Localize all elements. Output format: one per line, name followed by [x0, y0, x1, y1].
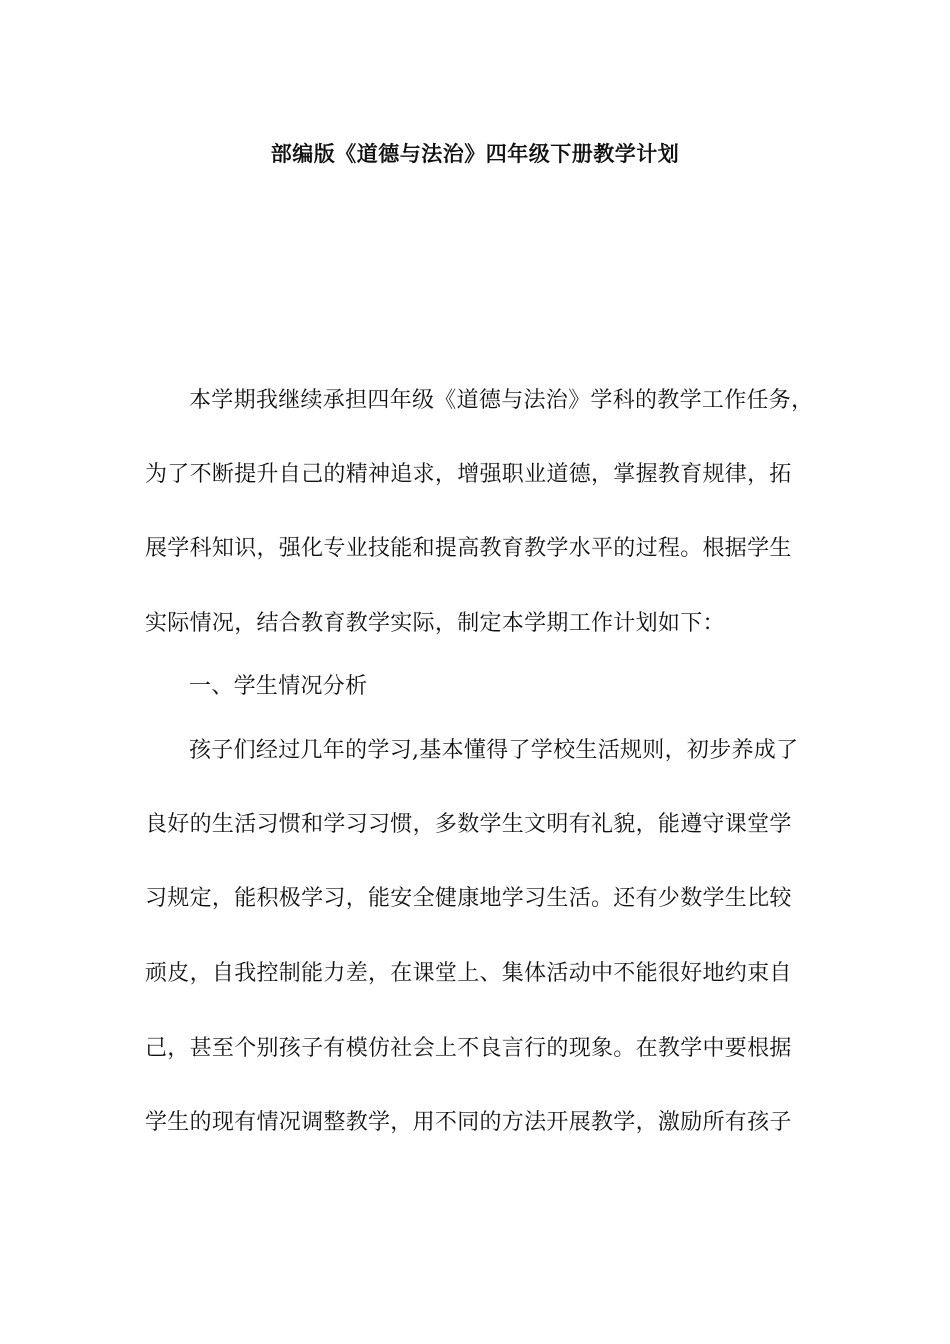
paragraph-line: 良好的生活习惯和学习习惯，多数学生文明有礼貌，能遵守课堂学	[145, 812, 792, 837]
paragraph-line: 己，甚至个别孩子有模仿社会上不良言行的现象。在教学中要根据	[145, 1036, 792, 1061]
page-title: 部编版《道德与法治》四年级下册教学计划	[270, 141, 680, 166]
paragraph-line: 顽皮，自我控制能力差，在课堂上、集体活动中不能很好地约束自	[145, 961, 792, 986]
section-heading: 一、学生情况分析	[189, 674, 368, 699]
paragraph-line: 本学期我继续承担四年级《道德与法治》学科的教学工作任务，	[189, 388, 814, 413]
paragraph-line: 学生的现有情况调整教学，用不同的方法开展教学，激励所有孩子	[145, 1110, 792, 1135]
paragraph-line: 展学科知识，强化专业技能和提高教育教学水平的过程。根据学生	[145, 536, 792, 561]
paragraph-line: 为了不断提升自己的精神追求，增强职业道德，掌握教育规律，拓	[145, 462, 792, 487]
paragraph-line: 实际情况，结合教育教学实际，制定本学期工作计划如下：	[145, 611, 725, 636]
paragraph-line: 习规定，能积极学习，能安全健康地学习生活。还有少数学生比较	[145, 886, 792, 911]
paragraph-line: 孩子们经过几年的学习,基本懂得了学校生活规则，初步养成了	[189, 738, 799, 763]
